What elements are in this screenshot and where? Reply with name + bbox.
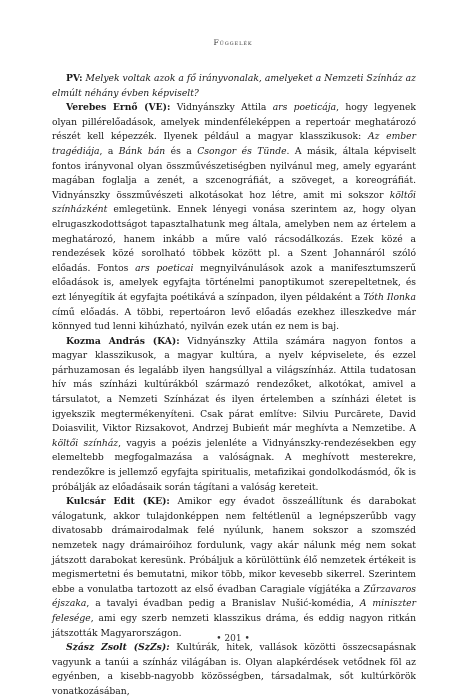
speaker-label: Verebes Ernő (VE):	[66, 102, 171, 114]
italic-text: költői színház	[52, 437, 119, 449]
body-text: . A másik, általa képviselt fontos irányvonal olyan összművészetiségben nyilvánul meg, amely egyaránt magában foglalja a zenét, a szcenográfiát, a szöveget, a koreográfiát. Vidnyánszky összművészeti alkotásokat hoz létre, amit mi sokszor	[52, 145, 416, 201]
running-head: Függelék	[213, 38, 253, 47]
body-text: és a	[165, 145, 198, 157]
body-text: , a	[99, 145, 119, 157]
speaker-label: Kulcsár Edit (KE):	[66, 496, 170, 508]
italic-text: Csongor és Tünde	[197, 145, 287, 157]
paragraph	[52, 641, 416, 699]
speaker-label: Kozma András (KA):	[66, 335, 180, 347]
body-text: , vagyis a poézis jelenléte a Vidnyánszky-rendezésekben egy elemeltebb megfogalmazása a valóságnak. A meghívott mesterekre, rendezőkre is jellemző egyfajta spiritualis, metafizikai gondolkodásmód, ők is próbálják az előadásaik során tágítani a valóság kereteit.	[52, 437, 417, 493]
body-text: Vidnyánszky Attila számára nagyon fontos a magyar klasszikusok, a magyar kultúra, a nyelv képviselete, és ezzel párhuzamosan és legalább ilyen hangsúllyal a világszínház. Attila tudatosan hív más színházi kultúrákból származó rendezőket, alkotókat, amivel a társulatot, a Nemzeti Színházat és ilyen értelemben a színházi életet is igyekszik megtermékenyíteni. Csak párat említve: Silviu Purcărete, David Doiasvilit, Viktor Rizsakovot, Andrzej Bubieńt már meghívta a Nemzetibe. A	[52, 335, 416, 435]
italic-text: ars poeticai	[135, 262, 194, 274]
italic-text: Tóth Ilonka	[363, 291, 416, 303]
italic-text: Zűrzavaros éjszaka	[52, 583, 416, 610]
body-text: megnyilvánulások azok a manifesztumszerű előadások is, amelyek egyfajta történelmi panoptikumot szerepeltetnek, és ezt lényegítik át egyfajta poétikává a színpadon, ilyen példaként a	[52, 262, 416, 303]
speaker-label: Szász Zsolt (SzZs):	[66, 642, 170, 654]
italic-text: ars poeticája	[272, 102, 337, 114]
body-text: című előadás. A többi, repertoáron levő előadás ezekhez illeszkedve már könnyed tud lenni kihúzható, nyilván ezek után ez nem is baj.	[52, 306, 416, 333]
interview-text	[52, 72, 416, 700]
italic-text: Melyek voltak azok a fő irányvonalak, amelyeket a Nemzeti Színház az elmúlt néhány évben képviselt?	[52, 73, 416, 99]
paragraph	[52, 335, 416, 496]
italic-text: Az ember tragédiája	[52, 131, 417, 157]
body-text: Vidnyánszky Attila	[176, 102, 273, 114]
page-number: • 201 •	[216, 634, 250, 644]
speaker-label: PV:	[66, 73, 83, 84]
body-text: emlegetünk. Ennek lényegi vonása szerintem az, hogy olyan elrugaszkodottságot tapasztalhatunk meg általa, amelyben nem az értelem a meghatározó, hanem inkább a műre való rácsodálkozás. Ezek közé a rendezések közé sorolható többek között pl. a Szent Johannáról szóló előadás. Fontos	[52, 204, 416, 274]
italic-text: költői színházként	[52, 189, 416, 216]
body-text: Kultúrák, hitek, vallások közötti összecsapásnak vagyunk a tanúi a színház világában is. Olyan alapkérdések vetődnek föl az egyénben, a kisebb-nagyobb közösségben, társadalmak, sőt kultúrkörök vonatkozásában,	[52, 642, 416, 697]
body-text: , a tavalyi évadban pedig a Branislav Nušić-komédia,	[86, 598, 360, 610]
body-text: Amikor egy évadot összeállítunk és darabokat válogatunk, akkor tulajdonképpen nem feltétlenül a legnépszerűbb vagy divatosabb drámairodalmak felé nyúlunk, hanem sokszor a szomszéd nemzetek nagy drámairóihoz fordulunk, vagy akár nálunk még nem sokat játszott darabokat keresünk. Próbáljuk a körülöttünk élő nemzetek értékeit is megismertetni és bemutatni, mikor több, mikor kevesebb sikerrel. Szerintem ebbe a vonulatba tartozott az első évadban Caragiale vígjátéka a	[52, 496, 416, 595]
paragraph	[52, 495, 416, 641]
body-text: , hogy legyenek olyan pillérelőadások, amelyek mindenféleképpen a repertoár meghatározó részét kell képezzék. Ilyenek például a magyar klasszikusok:	[52, 102, 416, 143]
italic-text: A miniszter felesége	[52, 598, 416, 624]
paragraph	[52, 101, 416, 335]
italic-text: Bánk bán	[118, 145, 166, 157]
paragraph	[52, 72, 416, 101]
body-text: , ami egy szerb nemzeti klasszikus dráma, és eddig nagyon ritkán játszották Magyarországon.	[52, 612, 416, 639]
